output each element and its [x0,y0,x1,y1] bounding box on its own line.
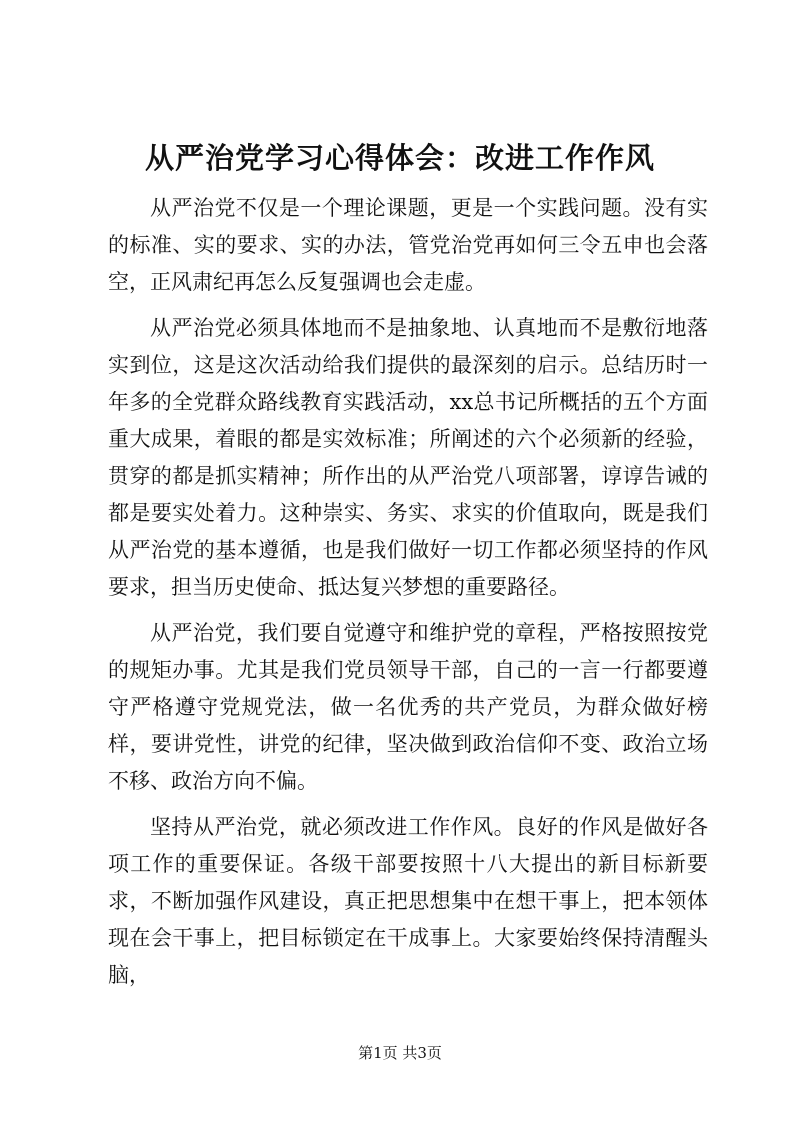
paragraph-4: 坚持从严治党，就必须改进工作作风。良好的作风是做好各项工作的重要保证。各级干部要按照十八大提出的新目标新要求，不断加强作风建设，真正把思想集中在想干事上，把本领体现在会干事上，把目标锁定在干成事上。大家要始终保持清醒头脑， [108,815,708,987]
paragraph-1: 从严治党不仅是一个理论课题，更是一个实践问题。没有实的标准、实的要求、实的办法，管党治党再如何三令五申也会落空，正风肃纪再怎么反复强调也会走虚。 [108,196,708,294]
paragraph-3: 从严治党，我们要自觉遵守和维护党的章程，严格按照按党的规矩办事。尤其是我们党员领导干部，自己的一言一行都要遵守严格遵守党规党法，做一名优秀的共产党员，为群众做好榜样，要讲党性，讲党的纪律，坚决做到政治信仰不变、政治立场不移、政治方向不偏。 [108,621,708,793]
paragraph-2: 从严治党必须具体地而不是抽象地、认真地而不是敷衍地落实到位，这是这次活动给我们提供的最深刻的启示。总结历时一年多的全党群众路线教育实践活动，xx总书记所概括的五个方面重大成果，着眼的都是实效标准；所阐述的六个必须新的经验，贯穿的都是抓实精神；所作出的从严治党八项部署，谆谆告诫的都是要实处着力。这种崇实、务实、求实的价值取向，既是我们从严治党的基本遵循，也是我们做好一切工作都必须坚持的作风要求，担当历史使命、抵达复兴梦想的重要路径。 [108,316,708,599]
page-number-footer: 第1页 共3页 [358,1044,442,1062]
document-body [108,190,708,1003]
document-title: 从严治党学习心得体会：改进工作作风 [144,141,655,175]
